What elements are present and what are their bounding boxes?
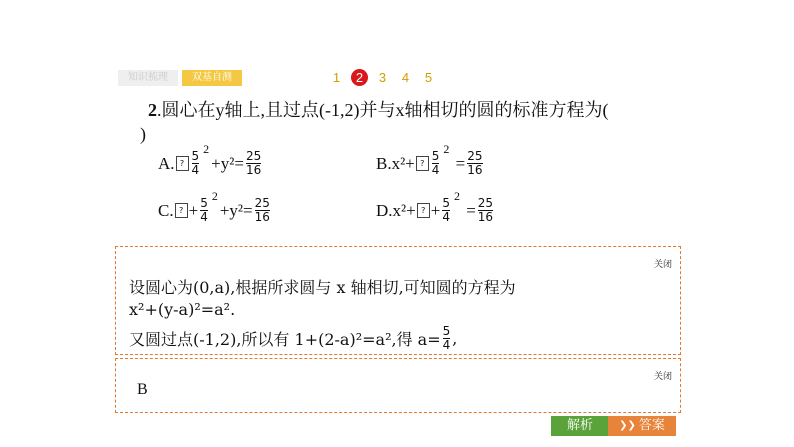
option-c-plus: +	[188, 200, 199, 220]
option-a-rhs: $\frac{25}{16}$	[245, 149, 262, 177]
page-4-button[interactable]: 4	[401, 70, 410, 85]
analysis-button[interactable]: 解析	[551, 416, 609, 436]
option-a-label: A.	[158, 153, 175, 173]
option-a-fraction: $\frac{5}{4}$	[191, 149, 200, 177]
option-a[interactable]	[158, 142, 263, 177]
page-5-button[interactable]: 5	[424, 70, 433, 85]
option-a-rest: +y²=	[211, 153, 244, 173]
analysis-line-1: 设圆心为(0,a),根据所求圆与 x 轴相切,可知圆的方程为	[129, 278, 516, 297]
option-c-fraction: $\frac{5}{4}$	[200, 196, 208, 224]
option-b-fraction: $\frac{5}{4}$	[431, 149, 440, 177]
question-line-2: )	[140, 124, 146, 144]
analysis-line-3-text: 又圆过点(-1,2),所以有 1+(2-a)²=a²,得 a=	[129, 330, 441, 349]
option-b-exponent: 2	[443, 142, 450, 156]
answer-close-button[interactable]: 关闭	[653, 372, 672, 382]
option-b-equals: =	[451, 153, 466, 173]
option-c-exponent: 2	[211, 189, 218, 203]
page-2-button[interactable]: 2	[351, 69, 368, 86]
placeholder-glyph: ?	[416, 156, 429, 171]
placeholder-glyph: ?	[417, 203, 430, 218]
analysis-panel	[115, 246, 681, 355]
page-1-button[interactable]: 1	[332, 70, 341, 85]
tab-self-test[interactable]: 双基自测	[182, 70, 242, 86]
option-b-label: B.x²+	[376, 153, 415, 173]
tab-knowledge-review[interactable]: 知识梳理	[118, 70, 178, 86]
option-d-fraction: $\frac{5}{4}$	[442, 196, 450, 224]
option-d-rhs: $\frac{25}{16}$	[477, 196, 494, 224]
option-d[interactable]	[376, 189, 495, 224]
option-d-exponent: 2	[453, 189, 460, 203]
question-pager	[328, 69, 437, 87]
analysis-line-3: 又圆过点(-1,2),所以有 1+(2-a)²=a²,得 a= $\frac{5}{4}$ ,	[129, 324, 458, 352]
analysis-close-button[interactable]: 关闭	[653, 260, 672, 270]
question-number: 2	[148, 100, 157, 120]
answer-value: B	[137, 381, 148, 398]
placeholder-glyph: ?	[176, 156, 189, 171]
answer-button[interactable]	[608, 416, 676, 436]
question-text	[148, 96, 608, 122]
option-d-equals: =	[461, 200, 476, 220]
option-c-rest: +y²=	[219, 200, 253, 220]
option-d-plus: +	[430, 200, 441, 220]
option-c-label: C.	[158, 200, 174, 220]
page-3-button[interactable]: 3	[378, 70, 387, 85]
option-a-exponent: 2	[203, 142, 210, 156]
option-c[interactable]	[158, 189, 272, 224]
question-line-1: .圆心在y轴上,且过点(-1,2)并与x轴相切的圆的标准方程为(	[157, 100, 609, 120]
placeholder-glyph: ?	[175, 203, 188, 218]
double-chevron-right-icon: ❯❯	[619, 420, 636, 431]
analysis-line-2: x²+(y-a)²=a².	[129, 300, 236, 319]
option-c-rhs: $\frac{25}{16}$	[254, 196, 270, 224]
analysis-fraction: $\frac{5}{4}$	[442, 324, 451, 352]
option-d-label: D.x²+	[376, 200, 416, 220]
answer-button-label: 答案	[638, 418, 665, 433]
answer-panel	[115, 358, 681, 413]
option-b-rhs: $\frac{25}{16}$	[467, 149, 483, 177]
option-b[interactable]	[376, 142, 485, 177]
